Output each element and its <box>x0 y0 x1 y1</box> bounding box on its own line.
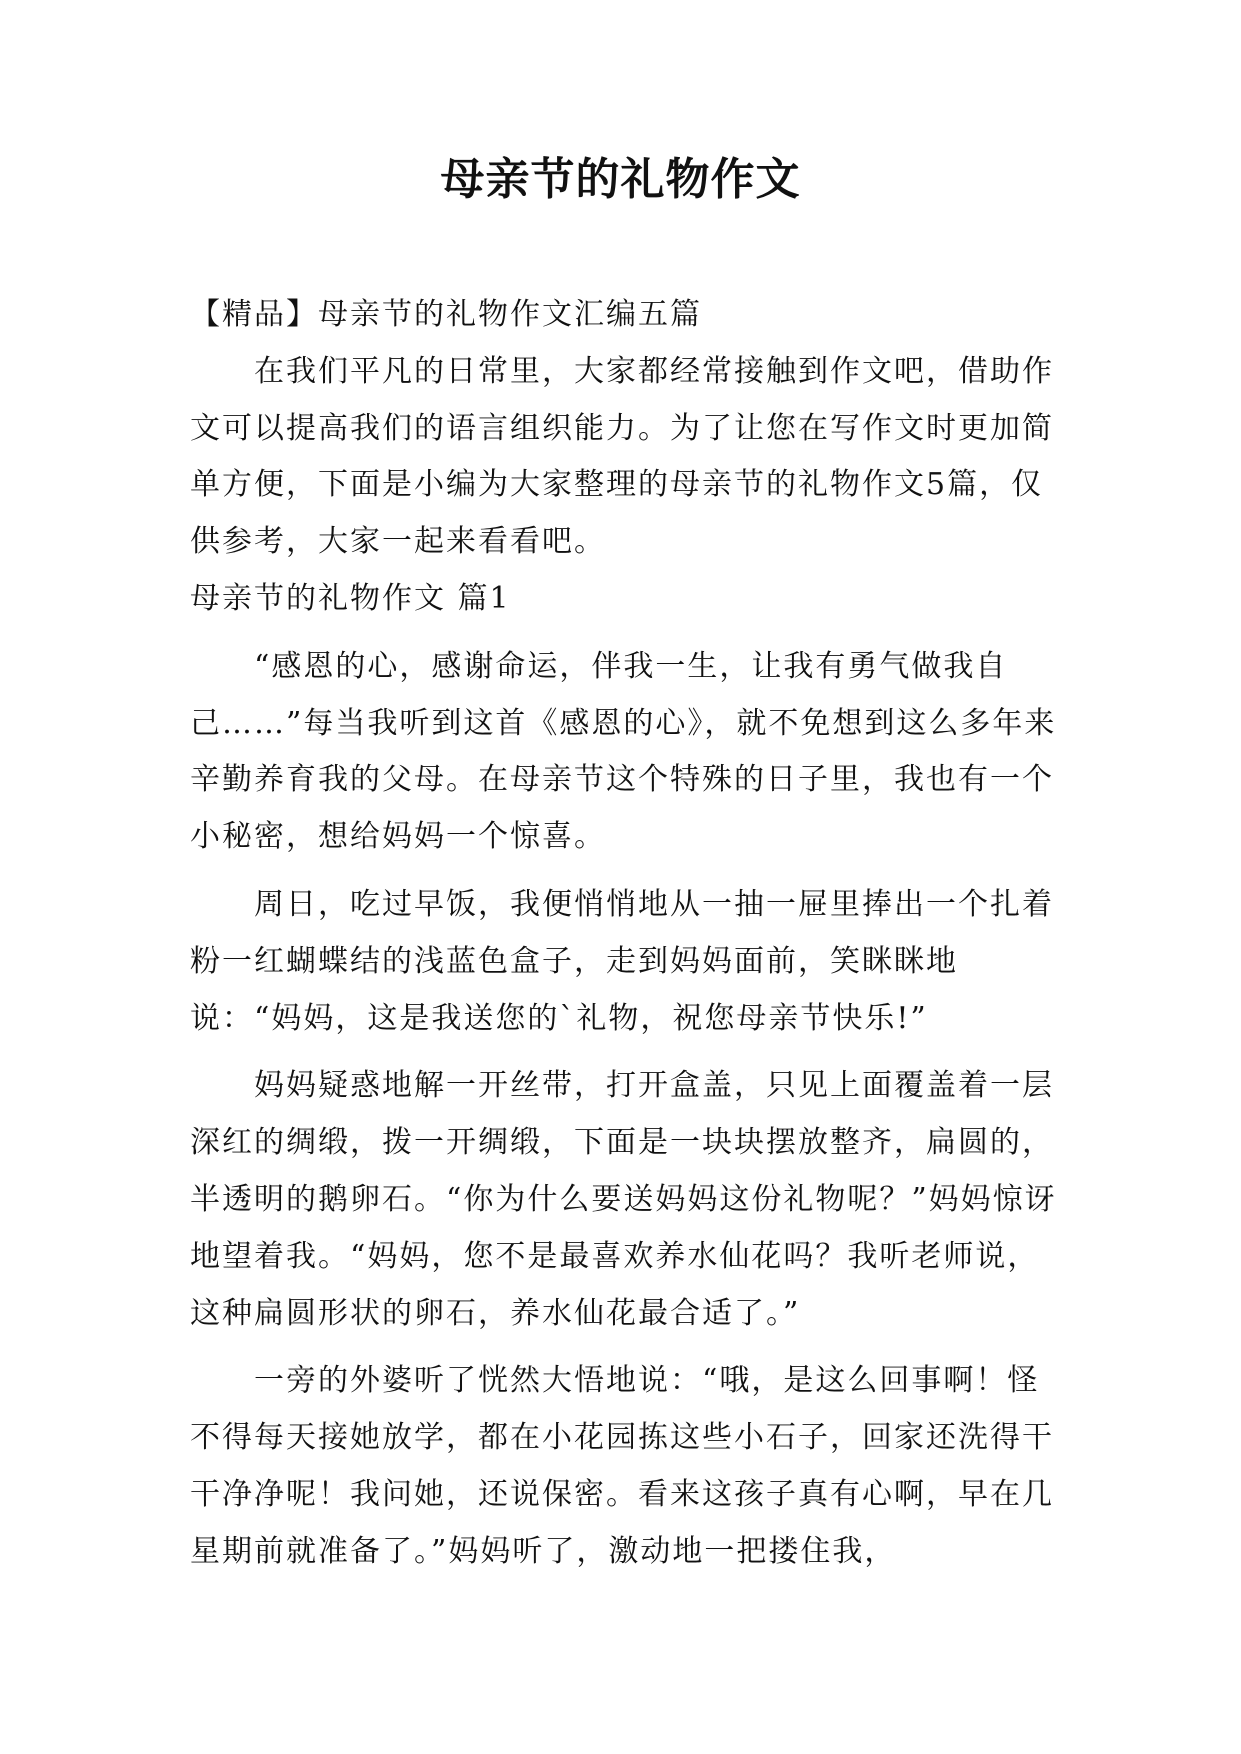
body-paragraph-4: 一旁的外婆听了恍然大悟地说：“哦，是这么回事啊！怪不得每天接她放学，都在小花园拣这些小石子，回家还洗得干干净净呢！我问她，还说保密。看来这孩子真有心啊，早在几星期前就准备了。”妈妈听了，激动地一把搂住我， <box>190 1363 1054 1569</box>
section-heading: 母亲节的礼物作文 篇1 <box>190 580 511 616</box>
body-paragraph-1: “感恩的心，感谢命运，伴我一生，让我有勇气做我自己……”每当我听到这首《感恩的心》，就不免想到这么多年来辛勤养育我的父母。在母亲节这个特殊的日子里，我也有一个小秘密，想给妈妈一个惊喜。 <box>190 648 1057 855</box>
document-title: 母亲节的礼物作文 <box>440 154 801 205</box>
body-paragraph-3: 妈妈疑惑地解一开丝带，打开盒盖，只见上面覆盖着一层深红的绸缎，拨一开绸缎，下面是一块块摆放整齐，扁圆的，半透明的鹅卵石。“你为什么要送妈妈这份礼物呢？”妈妈惊讶地望着我。“妈妈，您不是最喜欢养水仙花吗？我听老师说，这种扁圆形状的卵石，养水仙花最合适了。” <box>190 1068 1057 1331</box>
document-subtitle: 【精品】母亲节的礼物作文汇编五篇 <box>190 297 702 332</box>
document-body <box>190 287 1060 1581</box>
body-paragraph-2: 周日，吃过早饭，我便悄悄地从一抽一屉里捧出一个扎着粉一红蝴蝶结的浅蓝色盒子，走到妈妈面前，笑眯眯地说：“妈妈，这是我送您的`礼物，祝您母亲节快乐!” <box>190 886 1054 1036</box>
intro-paragraph: 在我们平凡的日常里，大家都经常接触到作文吧，借助作文可以提高我们的语言组织能力。为了让您在写作文时更加简单方便，下面是小编为大家整理的母亲节的礼物作文5篇，仅供参考，大家一起来看看吧。 <box>190 353 1054 560</box>
